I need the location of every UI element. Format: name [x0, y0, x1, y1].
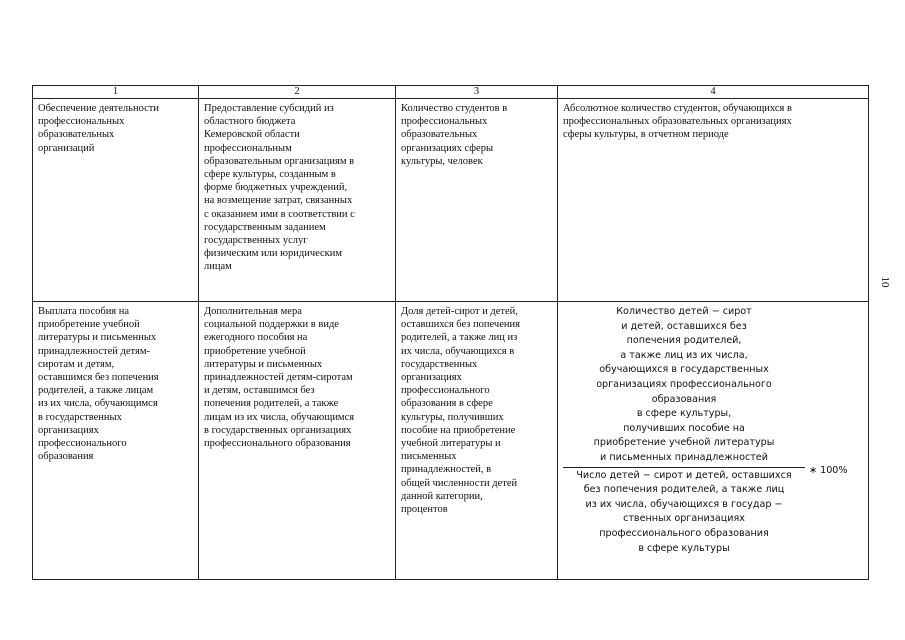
formula-numerator: Количество детей − сирот и детей, оставшихся без попечения родителей, а также лиц из их числа, обучающихся в государственных организациях профессионального образования в сфере культуры, получивших пособие на приобретение учебной литературы и письменных принадлежностей — [593, 306, 775, 463]
column-number: 4 — [558, 86, 869, 99]
formula-cell — [558, 302, 869, 580]
table-row — [33, 302, 869, 580]
formula-multiplier: ∗ 100% — [809, 465, 848, 476]
table-cell: Доля детей-сирот и детей, оставшихся без попечения родителей, а также лиц из их числа, обучающихся в государственных организациях профессионального образования в сфере культуры, получивших пособие на приобретение учебной литературы и письменных принадлежностей, в общей численности детей данной категории, процентов — [396, 302, 558, 580]
page-number: 10 — [879, 276, 891, 288]
column-number-row — [33, 86, 869, 99]
table-cell: Количество студентов в профессиональных образовательных организациях сферы культуры, человек — [396, 99, 558, 302]
table-row — [33, 99, 869, 302]
indicators-table — [32, 85, 869, 580]
table-cell: Обеспечение деятельности профессиональных образовательных организаций — [33, 99, 199, 302]
table-cell: Выплата пособия на приобретение учебной литературы и письменных принадлежностей детям- сиротам и детям, оставшимся без попечения родителей, а также лицам из их числа, обучающимся в государственных организациях профессионального образования — [33, 302, 199, 580]
formula — [563, 305, 853, 556]
fraction-bar — [563, 467, 805, 468]
column-number: 2 — [199, 86, 396, 99]
table-cell: Абсолютное количество студентов, обучающихся в профессиональных образовательных организациях сферы культуры, в отчетном периоде — [558, 99, 869, 302]
table-cell: Предоставление субсидий из областного бюджета Кемеровской области профессиональным образовательным организациям в сфере культуры, созданным в форме бюджетных учреждений, на возмещение затрат, связанных с оказанием ими в соответствии с государственным заданием государственных услуг физическим или юридическим лицам — [199, 99, 396, 302]
column-number: 3 — [396, 86, 558, 99]
table-cell: Дополнительная мера социальной поддержки в виде ежегодного пособия на приобретение учебной литературы и письменных принадлежностей детям-сиротам и детям, оставшимся без попечения родителей, а также лицам из их числа, обучающимся в государственных организациях профессионального образования — [199, 302, 396, 580]
formula-denominator: Число детей − сирот и детей, оставшихся без попечения родителей, а также лиц из их числа, обучающихся в государ − ственных организациях профессионального образования в сфере культуры — [576, 469, 792, 554]
column-number: 1 — [33, 86, 199, 99]
